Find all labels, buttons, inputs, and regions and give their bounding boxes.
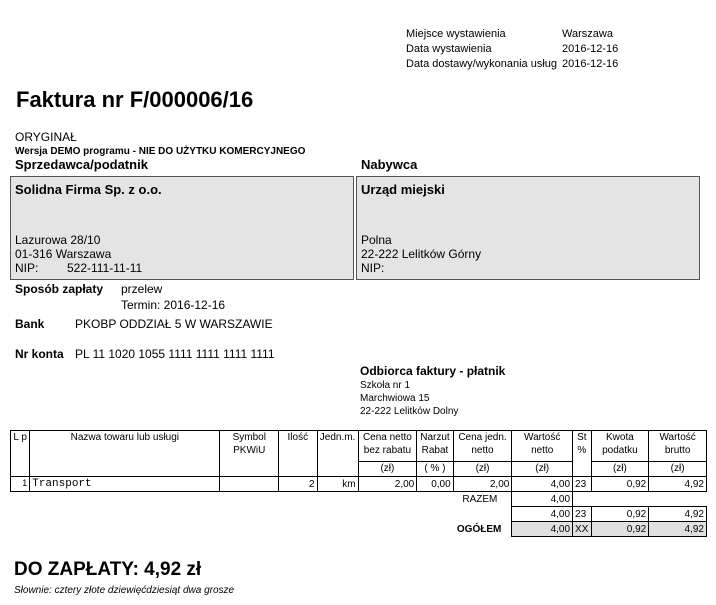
- original-label: ORYGINAŁ: [15, 130, 77, 144]
- recipient-line2: Marchwiowa 15: [360, 393, 430, 404]
- vat-rate: 23: [573, 507, 592, 522]
- buyer-name: Urząd miejski: [361, 182, 445, 197]
- row-gross: 4,92: [649, 477, 707, 492]
- date-label: Data wystawienia: [406, 43, 492, 55]
- razem-row: [11, 492, 707, 507]
- vat-tax: 0,92: [591, 507, 649, 522]
- invoice-meta: [406, 27, 618, 72]
- col-lp: L p: [11, 431, 30, 477]
- amount-in-words: Słownie: cztery złote dziewięćdziesiąt dwa grosze: [14, 585, 235, 596]
- payment-method: przelew: [121, 282, 163, 296]
- buyer-nip-label: NIP:: [361, 261, 385, 275]
- recipient-line1: Szkoła nr 1: [360, 380, 411, 391]
- unit-price-zl: (zł): [358, 462, 417, 477]
- total-rate: XX: [573, 522, 592, 537]
- total-label: OGÓŁEM: [456, 523, 502, 535]
- vat-net: 4,00: [512, 507, 573, 522]
- row-rate: 23: [573, 477, 592, 492]
- col-qty: Ilość: [279, 431, 317, 477]
- col-pkwiu: Symbol PKWiU: [220, 431, 279, 477]
- recipient-heading: Odbiorca faktury - płatnik: [360, 364, 506, 378]
- col-gross: Wartość brutto: [649, 431, 707, 462]
- date-value: 2016-12-16: [562, 43, 619, 55]
- row-qty: 2: [279, 477, 317, 492]
- items-table: [10, 430, 707, 537]
- razem-label: RAZEM: [462, 493, 498, 505]
- seller-nip: 522-111-11-11: [67, 261, 143, 275]
- row-net: 4,00: [512, 477, 573, 492]
- col-net: Wartość netto: [512, 431, 573, 462]
- buyer-city: 22-222 Lelitków Górny: [361, 247, 482, 261]
- unit-tax-zl: (zł): [591, 462, 649, 477]
- delivery-value: 2016-12-16: [562, 58, 619, 70]
- row-tax: 0,92: [591, 477, 649, 492]
- recipient-line3: 22-222 Lelitków Dolny: [360, 406, 459, 417]
- col-rate: St %: [573, 431, 592, 477]
- row-lp: 1: [11, 477, 30, 492]
- col-price: Cena netto bez rabatu: [358, 431, 417, 462]
- unit-disc-pct: ( % ): [417, 462, 453, 477]
- col-tax: Kwota podatku: [591, 431, 649, 462]
- place-label: Miejsce wystawienia: [406, 28, 506, 40]
- razem-net: 4,00: [512, 492, 573, 507]
- account-value: PL 11 1020 1055 1111 1111 1111 1111: [75, 347, 275, 361]
- row-pkwiu: [220, 477, 279, 492]
- vat-gross: 4,92: [649, 507, 707, 522]
- bank-label: Bank: [15, 317, 45, 331]
- delivery-label: Data dostawy/wykonania usług: [406, 58, 558, 70]
- seller-box: [10, 176, 354, 280]
- bank-value: PKOBP ODDZIAŁ 5 W WARSZAWIE: [75, 317, 273, 331]
- seller-name: Solidna Firma Sp. z o.o.: [15, 182, 162, 197]
- buyer-heading: Nabywca: [361, 157, 418, 172]
- buyer-box: [356, 176, 700, 280]
- total-net: 4,00: [512, 522, 573, 537]
- account-label: Nr konta: [15, 347, 64, 361]
- total-tax: 0,92: [591, 522, 649, 537]
- payment-term: Termin: 2016-12-16: [121, 298, 226, 312]
- table-header-row: [11, 431, 707, 462]
- unit-unit-zl: (zł): [453, 462, 512, 477]
- buyer-street: Polna: [361, 233, 392, 247]
- demo-notice: Wersja DEMO programu - NIE DO UŻYTKU KOMERCYJNEGO: [15, 146, 306, 157]
- row-discount: 0,00: [417, 477, 453, 492]
- col-unit-price: Cena jedn. netto: [453, 431, 512, 462]
- seller-nip-label: NIP:: [15, 261, 39, 275]
- vat-row: [11, 507, 707, 522]
- total-gross: 4,92: [649, 522, 707, 537]
- unit-gross-zl: (zł): [649, 462, 707, 477]
- seller-street: Lazurowa 28/10: [15, 233, 101, 247]
- unit-net-zl: (zł): [512, 462, 573, 477]
- to-pay: DO ZAPŁATY: 4,92 zł: [14, 559, 202, 580]
- total-row: [11, 522, 707, 537]
- table-row: [11, 477, 707, 492]
- row-unit: km: [317, 477, 358, 492]
- row-price: 2,00: [358, 477, 417, 492]
- row-name: Transport: [30, 477, 220, 492]
- payment-label: Sposób zapłaty: [15, 282, 104, 296]
- seller-heading: Sprzedawca/podatnik: [15, 157, 148, 172]
- row-unit-price: 2,00: [453, 477, 512, 492]
- invoice-title: Faktura nr F/000006/16: [16, 87, 254, 112]
- place-value: Warszawa: [562, 28, 613, 40]
- col-unit: Jedn.m.: [317, 431, 358, 477]
- col-name: Nazwa towaru lub usługi: [30, 431, 220, 477]
- seller-city: 01-316 Warszawa: [15, 247, 112, 261]
- col-discount: Narzut Rabat: [417, 431, 453, 462]
- recipient-address: [360, 379, 458, 418]
